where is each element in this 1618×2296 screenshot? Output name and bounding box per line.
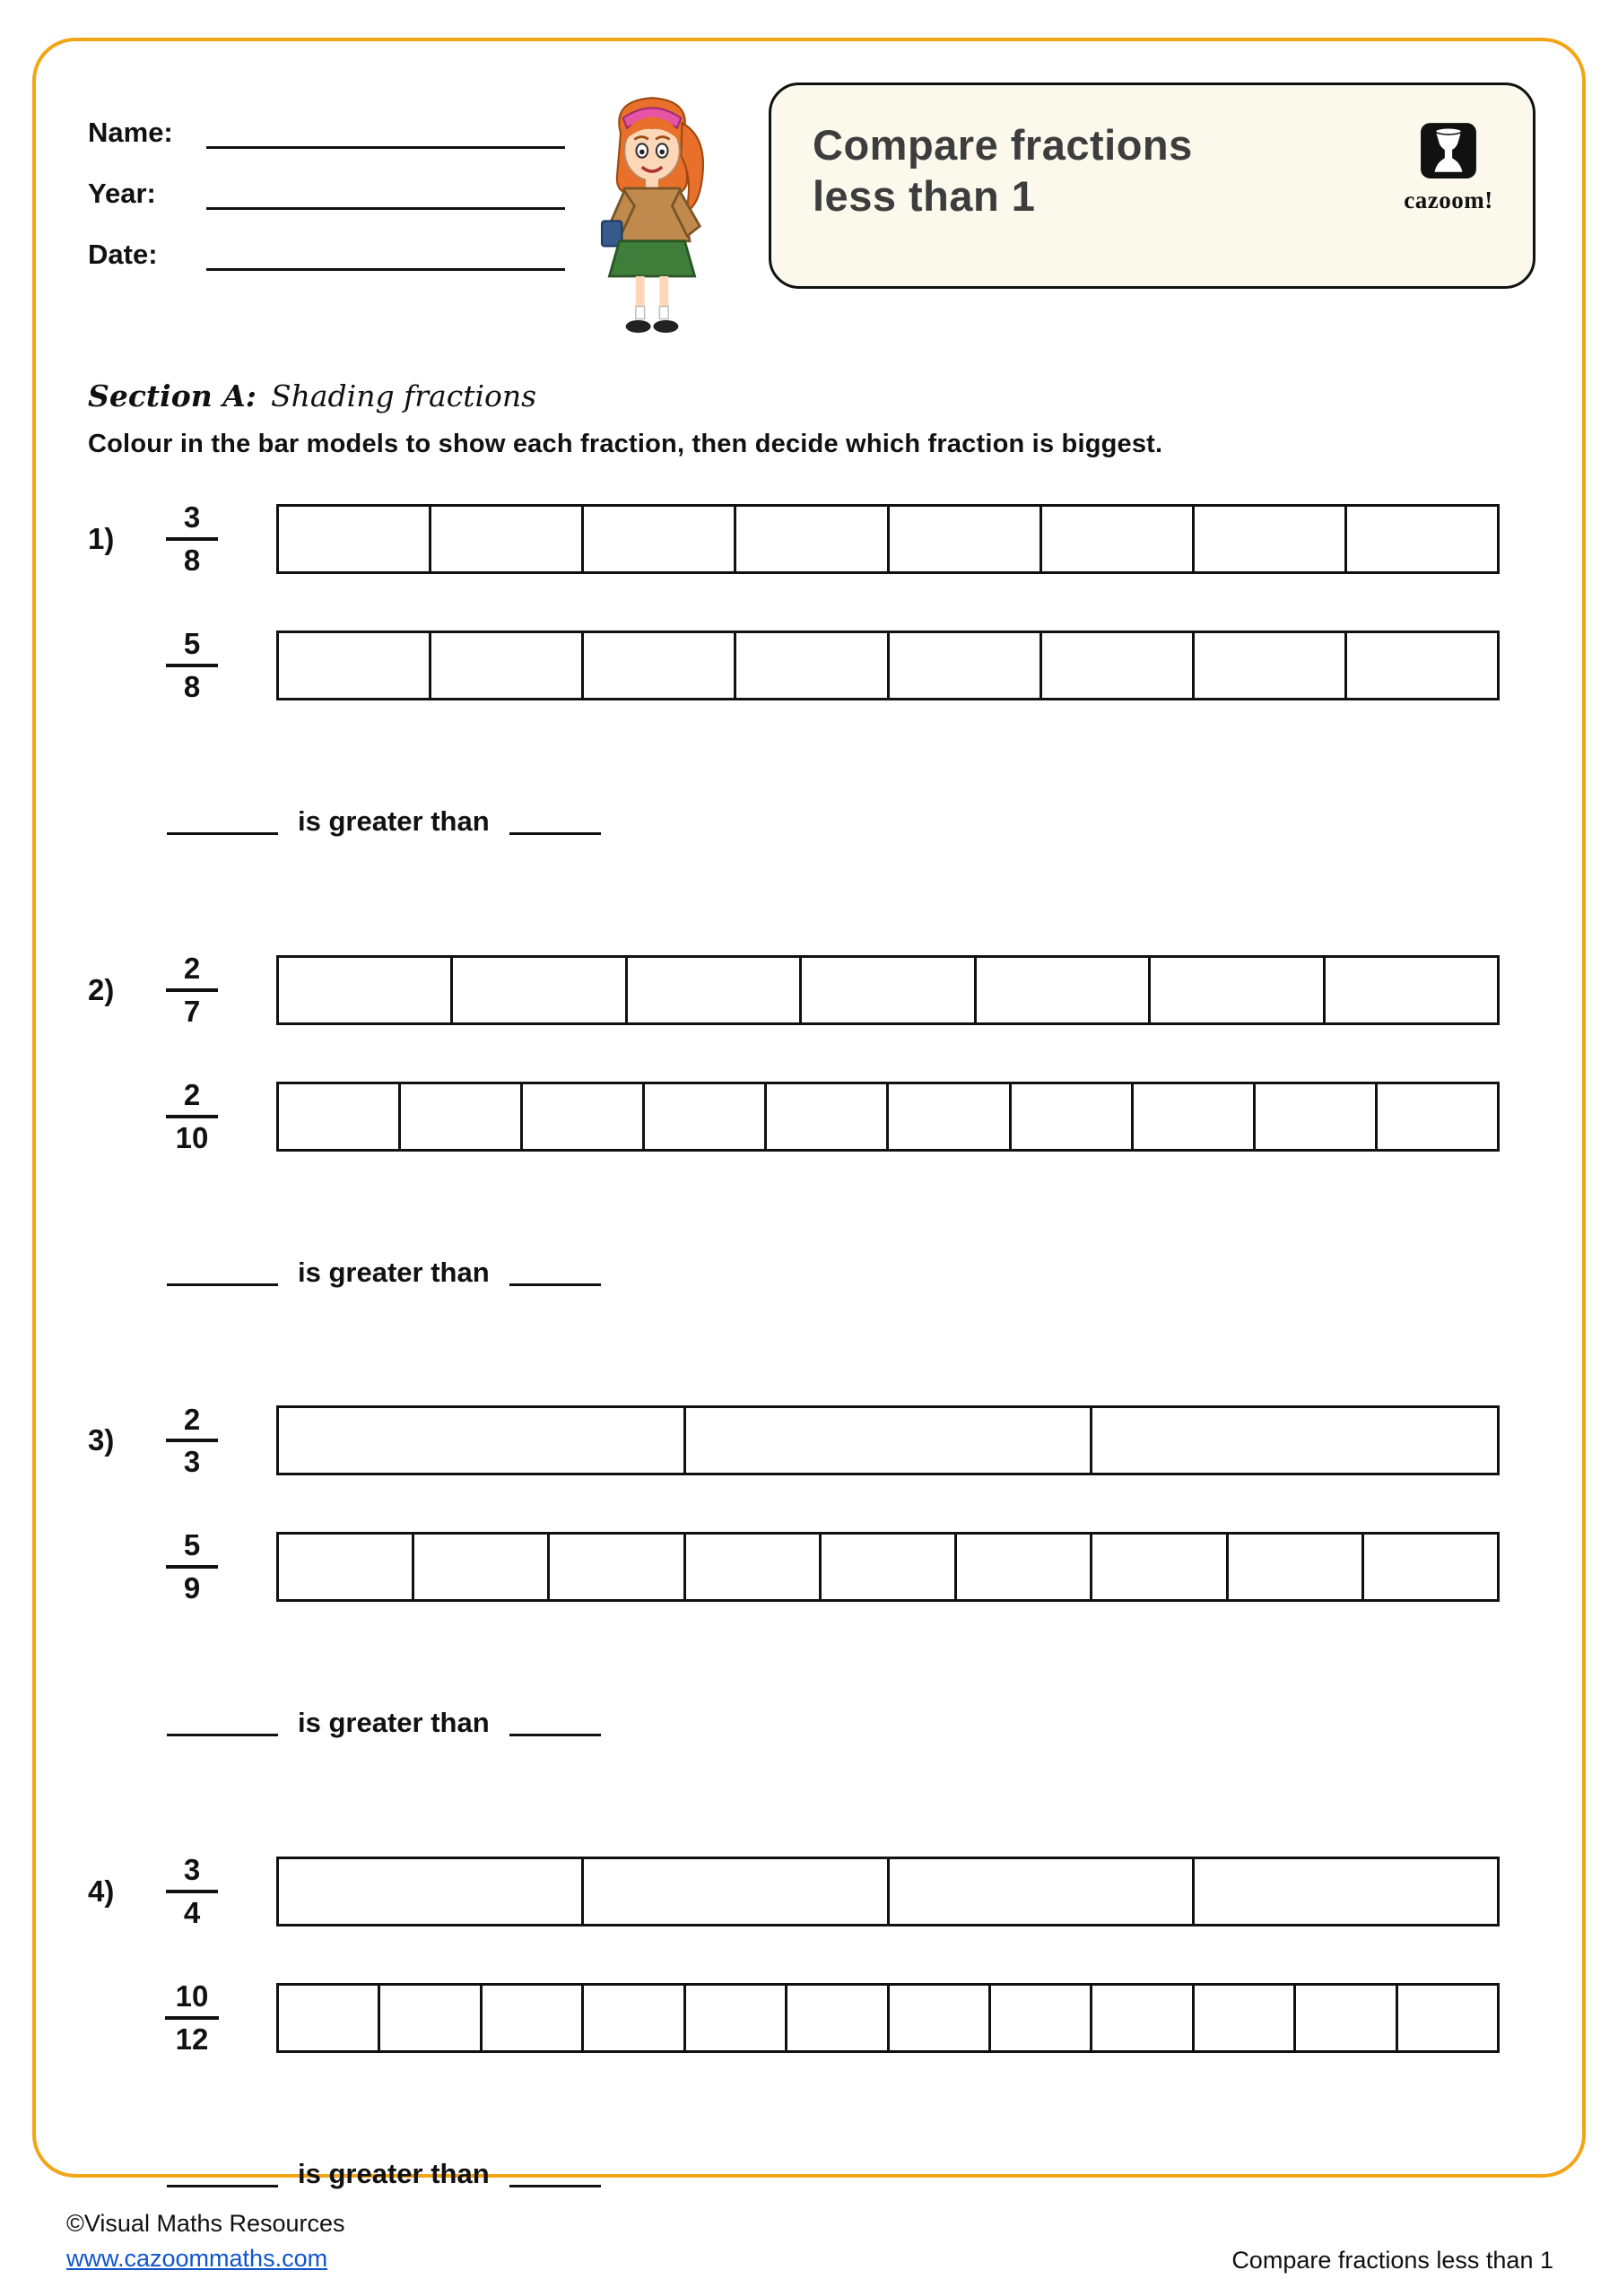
answer-blank-left[interactable]	[167, 1734, 278, 1736]
fraction-label	[154, 627, 230, 704]
problem-number: 4)	[88, 1874, 115, 1909]
bar-cell[interactable]	[450, 958, 624, 1022]
bar-cell[interactable]	[683, 1986, 785, 2050]
bar-cell[interactable]	[1375, 1084, 1497, 1149]
bar-model-row	[88, 1979, 1535, 2057]
answer-blank-left[interactable]	[167, 2185, 278, 2187]
bar-cell[interactable]	[1293, 1986, 1395, 2050]
fraction-label	[154, 952, 230, 1029]
fraction-bar	[276, 1857, 1500, 1926]
bar-cell[interactable]	[819, 1535, 954, 1599]
bar-cell[interactable]	[547, 1535, 683, 1599]
section-label: Section A:	[88, 378, 257, 413]
bar-cell[interactable]	[886, 1084, 1008, 1149]
bar-cell[interactable]	[625, 958, 799, 1022]
bar-cell[interactable]	[1344, 633, 1497, 698]
fraction-numerator: 2	[166, 1078, 218, 1118]
fraction-label	[154, 1078, 230, 1155]
answer-blank-right[interactable]	[509, 1283, 601, 1286]
bar-cell[interactable]	[887, 633, 1040, 698]
bar-cell[interactable]	[581, 633, 734, 698]
fraction-denominator: 8	[183, 543, 201, 577]
bar-cell[interactable]	[988, 1986, 1090, 2050]
worksheet-title	[813, 119, 1193, 222]
fraction-denominator: 12	[175, 2022, 209, 2057]
bar-cell[interactable]	[1040, 633, 1192, 698]
bar-cell[interactable]	[642, 1084, 764, 1149]
bar-model-row	[88, 952, 1535, 1029]
fraction-denominator: 8	[183, 669, 201, 703]
bar-cell[interactable]	[683, 1535, 819, 1599]
fraction-numerator: 10	[165, 1979, 220, 2020]
bar-cell[interactable]	[279, 1408, 683, 1473]
bar-cell[interactable]	[429, 633, 581, 698]
page-border-frame	[32, 38, 1586, 2189]
fraction-bar	[276, 504, 1500, 574]
bar-model-row	[88, 1853, 1535, 1930]
bar-cell[interactable]	[1090, 1535, 1225, 1599]
compare-text: is greater than	[298, 2158, 490, 2189]
fraction-label	[154, 1528, 230, 1605]
website-link[interactable]: www.cazoommaths.com	[66, 2244, 328, 2272]
bar-cell[interactable]	[1253, 1084, 1375, 1149]
bar-cell[interactable]	[887, 507, 1040, 571]
fraction-numerator: 2	[166, 952, 218, 992]
bar-cell[interactable]	[1323, 958, 1497, 1022]
bar-cell[interactable]	[764, 1084, 886, 1149]
worksheet-header	[88, 83, 1535, 339]
student-info-fields	[88, 83, 577, 300]
bar-model-row	[88, 500, 1535, 578]
bar-cell[interactable]	[581, 507, 734, 571]
footer-doc-title: Compare fractions less than 1	[1231, 2247, 1553, 2274]
answer-blank-left[interactable]	[167, 1283, 278, 1286]
bar-cell[interactable]	[398, 1084, 520, 1149]
bar-cell[interactable]	[279, 958, 450, 1022]
bar-cell[interactable]	[887, 1986, 988, 2050]
fraction-bar	[276, 1405, 1500, 1475]
bar-cell[interactable]	[1192, 507, 1344, 571]
answer-blank-right[interactable]	[509, 832, 601, 835]
bar-cell[interactable]	[279, 1084, 398, 1149]
fraction-denominator: 10	[175, 1120, 209, 1154]
compare-text: is greater than	[298, 1256, 490, 1288]
problem-block	[88, 500, 1535, 835]
bar-cell[interactable]	[1344, 507, 1497, 571]
bar-model-row	[88, 627, 1535, 704]
bar-cell[interactable]	[1226, 1535, 1361, 1599]
fraction-numerator: 2	[166, 1403, 218, 1443]
name-field-row	[88, 117, 577, 149]
name-label: Name:	[88, 117, 173, 148]
bar-cell[interactable]	[954, 1535, 1090, 1599]
comparison-row	[167, 1697, 1535, 1739]
fraction-bar	[276, 631, 1500, 700]
date-input-line[interactable]	[206, 240, 565, 271]
copyright-text: ©Visual Maths Resources	[66, 2209, 345, 2237]
bar-cell[interactable]	[1040, 507, 1192, 571]
fraction-denominator: 3	[183, 1445, 201, 1479]
problem-block	[88, 1853, 1535, 2187]
mascot-girl-illustration	[577, 88, 738, 339]
fraction-label	[154, 1979, 230, 2057]
answer-blank-right[interactable]	[509, 2185, 601, 2187]
name-input-line[interactable]	[206, 118, 565, 149]
fraction-numerator: 5	[166, 627, 218, 667]
answer-blank-left[interactable]	[167, 832, 278, 835]
fraction-bar	[276, 1532, 1500, 1602]
fraction-bar	[276, 1082, 1500, 1152]
section-subtitle: Shading fractions	[270, 378, 537, 413]
bar-cell[interactable]	[279, 1859, 581, 1924]
cazoom-logo	[1395, 121, 1502, 214]
section-heading	[88, 378, 1535, 413]
problem-block	[88, 1403, 1535, 1737]
fraction-numerator: 5	[166, 1528, 218, 1569]
fraction-denominator: 9	[183, 1571, 201, 1605]
fraction-bar	[276, 1983, 1500, 2053]
comparison-row	[167, 2148, 1535, 2187]
bar-cell[interactable]	[1148, 958, 1322, 1022]
fraction-numerator: 3	[166, 500, 218, 541]
bar-cell[interactable]	[378, 1986, 479, 2050]
bar-cell[interactable]	[429, 507, 581, 571]
worksheet-title-box	[769, 83, 1535, 289]
bar-cell[interactable]	[887, 1859, 1192, 1924]
footer-left	[66, 2206, 345, 2276]
bar-cell[interactable]	[1192, 1859, 1497, 1924]
bar-cell[interactable]	[279, 633, 429, 698]
drum-icon	[1419, 169, 1478, 184]
bar-model-row	[88, 1403, 1535, 1480]
problem-block	[88, 952, 1535, 1286]
problem-number: 2)	[88, 972, 115, 1006]
title-line-2: less than 1	[813, 172, 1036, 221]
bar-cell[interactable]	[520, 1084, 642, 1149]
fraction-denominator: 7	[183, 994, 201, 1028]
bar-cell[interactable]	[1361, 1535, 1497, 1599]
bar-model-row	[88, 1078, 1535, 1155]
compare-text: is greater than	[298, 1707, 490, 1739]
bar-cell[interactable]	[734, 633, 886, 698]
bar-cell[interactable]	[1090, 1986, 1191, 2050]
bar-cell[interactable]	[1396, 1986, 1497, 2050]
year-label: Year:	[88, 178, 156, 209]
problems-list	[88, 500, 1535, 2187]
bar-cell[interactable]	[974, 958, 1148, 1022]
bar-cell[interactable]	[279, 1535, 412, 1599]
date-field-row	[88, 239, 577, 271]
compare-text: is greater than	[298, 804, 490, 837]
bar-cell[interactable]	[412, 1535, 547, 1599]
year-field-row	[88, 178, 577, 210]
bar-cell[interactable]	[1192, 1986, 1293, 2050]
fraction-bar	[276, 955, 1500, 1025]
problem-number: 3)	[88, 1423, 115, 1457]
bar-cell[interactable]	[279, 507, 429, 571]
bar-cell[interactable]	[1009, 1084, 1131, 1149]
bar-cell[interactable]	[683, 1408, 1091, 1473]
problem-number: 1)	[88, 521, 115, 555]
bar-cell[interactable]	[799, 958, 973, 1022]
comparison-row	[167, 796, 1535, 835]
comparison-row	[167, 1247, 1535, 1286]
fraction-label	[154, 1853, 230, 1930]
fraction-label	[154, 1403, 230, 1480]
bar-cell[interactable]	[734, 507, 886, 571]
bar-cell[interactable]	[1192, 633, 1344, 698]
bar-cell[interactable]	[581, 1986, 683, 2050]
title-line-1: Compare fractions	[813, 121, 1193, 169]
bar-cell[interactable]	[1131, 1084, 1253, 1149]
fraction-label	[154, 500, 230, 578]
bar-model-row	[88, 1528, 1535, 1605]
logo-wordmark: cazoom!	[1404, 187, 1493, 213]
fraction-denominator: 4	[183, 1896, 201, 1930]
answer-blank-right[interactable]	[509, 1734, 601, 1736]
date-label: Date:	[88, 239, 158, 270]
section-instructions: Colour in the bar models to show each fraction, then decide which fraction is biggest.	[88, 430, 1163, 458]
fraction-numerator: 3	[166, 1853, 218, 1893]
bar-cell[interactable]	[1090, 1408, 1497, 1473]
bar-cell[interactable]	[785, 1986, 886, 2050]
year-input-line[interactable]	[206, 179, 565, 210]
bar-cell[interactable]	[279, 1986, 378, 2050]
bar-cell[interactable]	[480, 1986, 581, 2050]
bar-cell[interactable]	[581, 1859, 886, 1924]
